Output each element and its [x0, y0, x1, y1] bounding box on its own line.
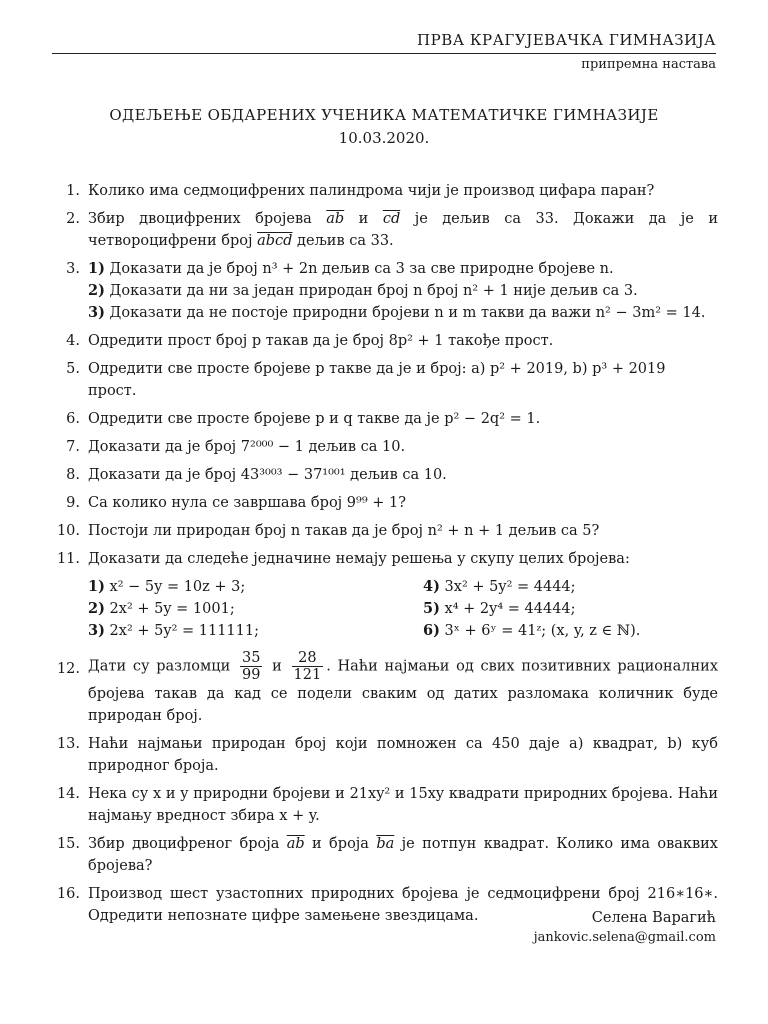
problem-number: 14. — [56, 786, 80, 802]
problem-15 — [56, 833, 718, 877]
problem-6 — [66, 408, 718, 430]
subproblem-3 — [88, 302, 718, 324]
problem-number: 15. — [56, 836, 80, 852]
problem-text: и — [344, 211, 383, 227]
problem-text: Одредити прост број p такав да је број 8p² + 1 такође прост. — [88, 333, 554, 349]
problem-number: 1. — [66, 183, 80, 199]
equation-label: 5) — [423, 600, 440, 617]
equation-label: 4) — [423, 578, 440, 595]
problem-2 — [66, 208, 718, 252]
problem-7 — [66, 436, 718, 458]
subproblem-label: 2) — [88, 282, 105, 299]
equation-label: 1) — [88, 578, 105, 595]
problem-text: Са колико нула се завршава број 9⁹⁹ + 1? — [88, 495, 406, 511]
equation-text: x⁴ + 2y⁴ = 44444; — [439, 601, 576, 617]
page-header — [52, 30, 716, 75]
subproblem-text: Доказати да је број n³ + 2n дељив са 3 за све природне бројеве n. — [104, 261, 614, 277]
problem-number: 13. — [56, 736, 80, 752]
problem-11 — [56, 548, 718, 642]
problem-number: 10. — [56, 523, 80, 539]
header-subtitle: припремна настава — [581, 57, 716, 72]
problem-text: и — [272, 658, 282, 675]
equation-text: 2x² + 5y² = 111111; — [104, 623, 259, 639]
overline-number: $\overline{ab}$ — [326, 211, 345, 227]
problem-1 — [66, 180, 718, 202]
overline-number: $\overline{ba}$ — [376, 836, 395, 852]
problem-text: и броја — [304, 836, 377, 852]
problem-text: Доказати да је број 7²⁰⁰⁰ − 1 дељив са 10. — [88, 439, 406, 455]
problem-number: 12. — [56, 661, 80, 677]
equation-label: 2) — [88, 600, 105, 617]
problem-text: је потпун квадрат. Колико има оваквих бројева? — [88, 836, 718, 874]
equation-1 — [88, 576, 423, 598]
equation-6 — [423, 620, 718, 642]
problem-13 — [56, 733, 718, 777]
overline-number: abcd — [257, 233, 293, 249]
signature-block — [534, 908, 716, 948]
problem-5 — [66, 358, 718, 402]
problem-number: 11. — [56, 551, 80, 567]
header-rule — [52, 53, 716, 54]
problem-text: Одредити све просте бројеве p такве да је и број: a) p² + 2019, b) p³ + 2019 прост. — [88, 361, 666, 399]
subproblem-text: Доказати да не постоје природни бројеви n и m такви да важи n² − 3m² = 14. — [104, 305, 706, 321]
subproblem-1 — [88, 258, 718, 280]
problem-4 — [66, 330, 718, 352]
equation-text: x² − 5y = 10z + 3; — [104, 579, 246, 595]
problem-number: 5. — [66, 361, 80, 377]
fraction-numerator: 28 — [292, 650, 324, 667]
document-title: ОДЕЉЕЊЕ ОБДАРЕНИХ УЧЕНИКА МАТЕМАТИЧКЕ ГИМНАЗИЈЕ — [109, 106, 659, 124]
problem-text: Наћи најмањи природан број који помножен са 450 даје a) квадрат, b) куб природног броја. — [88, 736, 718, 774]
problem-list — [56, 180, 719, 933]
fraction-35-99 — [240, 650, 262, 683]
problem-number: 8. — [66, 467, 80, 483]
equation-3 — [88, 620, 423, 642]
equation-text: 3x² + 5y² = 4444; — [439, 579, 576, 595]
problem-text: Нека су x и y природни бројеви и 21xy² и 15xy квадрати природних бројева. Наћи најмању вредност збира x + y. — [88, 786, 718, 824]
problem-8 — [66, 464, 718, 486]
problem-number: 6. — [66, 411, 80, 427]
author-email: jankovic.selena@gmail.com — [533, 930, 716, 945]
problem-number: 3. — [66, 261, 80, 277]
equation-label: 3) — [88, 622, 105, 639]
fraction-denominator: 121 — [293, 667, 322, 683]
problem-text: Збир двоцифрених бројева — [88, 211, 327, 227]
problem-text: Збир двоцифреног броја — [88, 836, 287, 852]
subproblem-label: 3) — [88, 304, 105, 321]
problem-9 — [66, 492, 718, 514]
problem-text: Колико има седмоцифрених палиндрома чији је производ цифара паран? — [88, 183, 655, 199]
problem-text: Постоји ли природан број n такав да је број n² + n + 1 дељив са 5? — [88, 523, 600, 539]
title-block — [0, 104, 768, 150]
equation-grid — [88, 576, 718, 642]
problem-number: 7. — [66, 439, 80, 455]
problem-number: 16. — [56, 886, 80, 902]
fraction-28-121 — [292, 650, 324, 683]
problem-number: 2. — [66, 211, 80, 227]
author-name: Селена Варагић — [591, 910, 716, 926]
problem-10 — [56, 520, 718, 542]
school-name: ПРВА КРАГУЈЕВАЧКА ГИМНАЗИЈА — [417, 31, 716, 49]
problem-number: 9. — [66, 495, 80, 511]
fraction-denominator: 99 — [241, 667, 261, 683]
overline-number: $\overline{cd}$ — [382, 211, 401, 227]
problem-text: је дељив са 33. Докажи да је и четвороцифрени број — [88, 211, 718, 249]
equation-2 — [88, 598, 423, 620]
problem-3 — [66, 258, 718, 324]
equation-5 — [423, 598, 718, 620]
subproblem-label: 1) — [88, 260, 105, 277]
subproblem-text: Доказати да ни за један природан број n број n² + 1 није дељив са 3. — [104, 283, 638, 299]
problem-14 — [56, 783, 718, 827]
fraction-numerator: 35 — [241, 650, 261, 666]
problem-12 — [56, 650, 719, 727]
problem-text: . Наћи најмањи од свих позитивних рационалних бројева такав да кад се подели сваким од датих разломака количник буде природан број. — [88, 658, 719, 724]
equation-label: 6) — [423, 622, 440, 639]
problem-text: Производ шест узастопних природних бројева је седмоцифрени број 216∗16∗. Одредити непознате цифре замењене звездицама. — [88, 886, 718, 924]
problem-text: Доказати да је број 43³⁰⁰³ − 37¹⁰⁰¹ дељив са 10. — [88, 467, 447, 483]
document-date: 10.03.2020. — [338, 129, 430, 147]
equation-text: 2x² + 5y = 1001; — [104, 601, 235, 617]
problem-text: Доказати да следеће једначине немају решења у скупу целих бројева: — [88, 551, 630, 567]
equation-4 — [423, 576, 718, 598]
problem-text: дељив са 33. — [292, 233, 394, 249]
equation-text: 3ˣ + 6ʸ = 41ᶻ; (x, y, z ∈ ℕ). — [439, 623, 641, 639]
overline-number: $\overline{ab}$ — [286, 836, 305, 852]
problem-text: Одредити све просте бројеве p и q такве да је p² − 2q² = 1. — [88, 411, 541, 427]
subproblem-2 — [88, 280, 718, 302]
problem-text: Дати су разломци — [88, 658, 231, 675]
problem-number: 4. — [66, 333, 80, 349]
